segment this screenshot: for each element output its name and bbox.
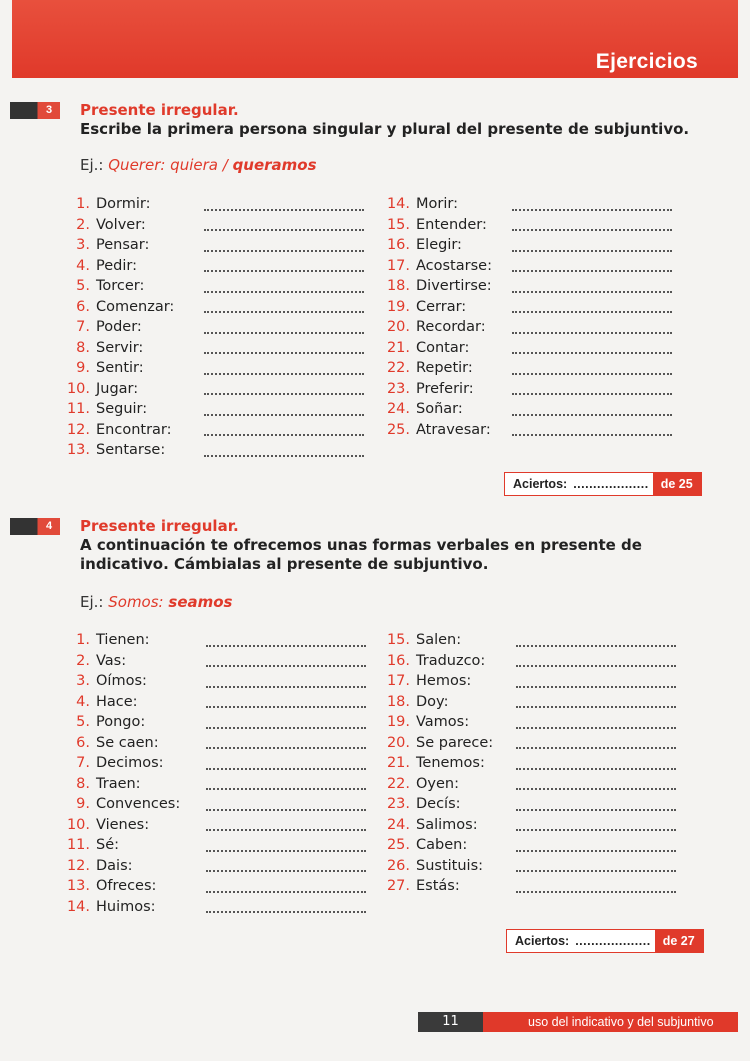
exercise-item (62, 420, 174, 441)
header-bar (12, 0, 738, 78)
item-number: 21. (386, 755, 410, 772)
item-column-right (382, 630, 493, 897)
item-number: 23. (386, 796, 410, 813)
item-verb: Preferir: (416, 380, 474, 397)
item-verb: Volver: (96, 216, 146, 233)
item-verb: Encontrar: (96, 421, 172, 438)
item-verb: Morir: (416, 196, 458, 213)
section-title: Presente irregular. (80, 101, 239, 119)
exercise-item (382, 379, 492, 400)
answer-blank[interactable] (516, 643, 676, 647)
item-number: 9. (76, 360, 90, 377)
example (80, 593, 232, 611)
exercise-item (382, 651, 493, 672)
footer-caption: uso del indicativo y del subjuntivo (528, 1015, 714, 1029)
section-number: 3 (45, 104, 53, 116)
item-verb: Vamos: (416, 714, 470, 731)
score-total: de 25 (653, 473, 701, 495)
item-verb: Tienen: (96, 632, 150, 649)
item-number: 3. (76, 237, 90, 254)
item-verb: Sé: (96, 837, 120, 854)
item-verb: Soñar: (416, 401, 463, 418)
answer-blank[interactable] (512, 350, 672, 354)
answer-blank[interactable] (206, 704, 366, 708)
score-box (504, 472, 702, 496)
example-separator: / (217, 156, 233, 174)
item-number: 20. (386, 734, 410, 751)
exercise-item (62, 897, 180, 918)
item-verb: Repetir: (416, 360, 473, 377)
score-blank[interactable]: ................... (575, 934, 651, 948)
item-number: 13. (66, 442, 90, 459)
item-number: 14. (66, 898, 90, 915)
answer-blank[interactable] (516, 704, 676, 708)
item-verb: Cerrar: (416, 298, 467, 315)
item-verb: Torcer: (96, 278, 145, 295)
answer-blank[interactable] (206, 684, 366, 688)
item-verb: Atravesar: (416, 421, 491, 438)
answer-blank[interactable] (512, 432, 672, 436)
exercise-item (62, 856, 180, 877)
answer-blank[interactable] (204, 432, 364, 436)
item-number: 18. (386, 693, 410, 710)
section-title: Presente irregular. (80, 517, 239, 535)
item-number: 24. (386, 401, 410, 418)
item-verb: Entender: (416, 216, 487, 233)
answer-blank[interactable] (512, 268, 672, 272)
item-number: 7. (76, 319, 90, 336)
item-number: 16. (386, 237, 410, 254)
exercise-item (62, 256, 174, 277)
exercise-item (62, 358, 174, 379)
item-verb: Seguir: (96, 401, 148, 418)
answer-blank[interactable] (512, 289, 672, 293)
answer-blank[interactable] (206, 786, 366, 790)
item-verb: Acostarse: (416, 257, 492, 274)
exercise-item (382, 815, 493, 836)
exercise-item (382, 235, 492, 256)
answer-blank[interactable] (204, 350, 364, 354)
item-column-right (382, 194, 492, 440)
item-verb: Huimos: (96, 898, 156, 915)
exercise-item (62, 440, 174, 461)
answer-blank[interactable] (516, 868, 676, 872)
score-box (506, 929, 704, 953)
exercise-item (382, 671, 493, 692)
item-verb: Vienes: (96, 816, 150, 833)
answer-blank[interactable] (206, 663, 366, 667)
item-verb: Se caen: (96, 734, 159, 751)
item-number: 16. (386, 652, 410, 669)
page-number: 11 (418, 1012, 483, 1032)
item-verb: Decís: (416, 796, 461, 813)
item-verb: Contar: (416, 339, 470, 356)
item-number: 23. (386, 380, 410, 397)
score-total: de 27 (655, 930, 703, 952)
item-number: 5. (76, 714, 90, 731)
item-number: 22. (386, 360, 410, 377)
answer-blank[interactable] (516, 889, 676, 893)
item-verb: Dormir: (96, 196, 151, 213)
item-verb: Poder: (96, 319, 142, 336)
answer-blank[interactable] (204, 453, 364, 457)
item-verb: Tenemos: (416, 755, 485, 772)
item-verb: Servir: (96, 339, 144, 356)
exercise-item (382, 276, 492, 297)
answer-blank[interactable] (512, 207, 672, 211)
item-verb: Oyen: (416, 775, 459, 792)
exercise-item (382, 835, 493, 856)
item-verb: Comenzar: (96, 298, 175, 315)
item-number: 11. (66, 401, 90, 418)
item-number: 1. (76, 632, 90, 649)
answer-blank[interactable] (516, 725, 676, 729)
answer-blank[interactable] (516, 684, 676, 688)
answer-blank[interactable] (516, 745, 676, 749)
answer-blank[interactable] (204, 268, 364, 272)
item-verb: Oímos: (96, 673, 147, 690)
example-answer: seamos (168, 593, 233, 611)
exercise-item (382, 420, 492, 441)
answer-blank[interactable] (204, 207, 364, 211)
section-instruction: Escribe la primera persona singular y plural del presente de subjuntivo. (80, 120, 690, 138)
exercise-item (62, 276, 174, 297)
answer-blank[interactable] (206, 807, 366, 811)
exercise-item (62, 379, 174, 400)
exercise-item (62, 692, 180, 713)
exercise-item (62, 876, 180, 897)
item-number: 14. (386, 196, 410, 213)
exercise-item (382, 774, 493, 795)
section-marker (10, 518, 60, 535)
exercise-item (62, 794, 180, 815)
answer-blank[interactable] (512, 412, 672, 416)
item-number: 18. (386, 278, 410, 295)
example (80, 156, 317, 174)
answer-blank[interactable] (516, 807, 676, 811)
answer-blank[interactable] (512, 371, 672, 375)
item-number: 2. (76, 216, 90, 233)
item-verb: Pedir: (96, 257, 137, 274)
exercise-item (382, 317, 492, 338)
item-verb: Sustituis: (416, 857, 484, 874)
answer-blank[interactable] (206, 827, 366, 831)
item-verb: Decimos: (96, 755, 164, 772)
exercise-item (382, 399, 492, 420)
item-number: 12. (66, 421, 90, 438)
item-verb: Traen: (96, 775, 141, 792)
item-verb: Elegir: (416, 237, 462, 254)
item-number: 19. (386, 714, 410, 731)
score-label: Aciertos: (515, 934, 570, 948)
exercise-item (62, 338, 174, 359)
answer-blank[interactable] (516, 786, 676, 790)
item-column-left (62, 194, 174, 461)
item-number: 4. (76, 257, 90, 274)
item-verb: Vas: (96, 652, 127, 669)
answer-blank[interactable] (204, 371, 364, 375)
item-number: 2. (76, 652, 90, 669)
answer-blank[interactable] (206, 725, 366, 729)
score-blank[interactable]: ................... (573, 477, 649, 491)
exercise-item (382, 297, 492, 318)
answer-blank[interactable] (512, 227, 672, 231)
item-verb: Salen: (416, 632, 462, 649)
answer-blank[interactable] (206, 868, 366, 872)
item-number: 6. (76, 298, 90, 315)
section-marker (10, 102, 60, 119)
answer-blank[interactable] (204, 330, 364, 334)
item-number: 25. (386, 421, 410, 438)
item-number: 10. (66, 380, 90, 397)
exercise-item (62, 297, 174, 318)
item-number: 8. (76, 339, 90, 356)
item-number: 24. (386, 816, 410, 833)
exercise-item (382, 856, 493, 877)
item-verb: Sentarse: (96, 442, 166, 459)
answer-blank[interactable] (206, 643, 366, 647)
item-verb: Pongo: (96, 714, 146, 731)
answer-blank[interactable] (512, 391, 672, 395)
item-number: 1. (76, 196, 90, 213)
item-number: 13. (66, 878, 90, 895)
answer-blank[interactable] (512, 248, 672, 252)
exercise-item (382, 753, 493, 774)
answer-blank[interactable] (516, 663, 676, 667)
item-number: 6. (76, 734, 90, 751)
item-verb: Divertirse: (416, 278, 492, 295)
exercise-item (62, 815, 180, 836)
exercise-item (62, 774, 180, 795)
example-answer: queramos (232, 156, 317, 174)
example-prefix: Ej.: (80, 156, 109, 174)
item-number: 8. (76, 775, 90, 792)
item-number: 4. (76, 693, 90, 710)
item-number: 26. (386, 857, 410, 874)
answer-blank[interactable] (516, 827, 676, 831)
section-number: 4 (45, 520, 53, 532)
answer-blank[interactable] (206, 889, 366, 893)
answer-blank[interactable] (204, 391, 364, 395)
item-number: 17. (386, 257, 410, 274)
item-verb: Sentir: (96, 360, 144, 377)
item-number: 15. (386, 216, 410, 233)
exercise-item (62, 671, 180, 692)
item-verb: Dais: (96, 857, 133, 874)
exercise-item (62, 194, 174, 215)
item-number: 5. (76, 278, 90, 295)
exercise-item (382, 194, 492, 215)
item-verb: Se parece: (416, 734, 494, 751)
section-instruction: A continuación te ofrecemos unas formas verbales en presente de indicativo. Cámbialas al presente de subjuntivo. (80, 536, 642, 573)
exercise-item (382, 256, 492, 277)
exercise-item (382, 338, 492, 359)
exercise-item (62, 651, 180, 672)
item-number: 17. (386, 673, 410, 690)
exercise-item (382, 794, 493, 815)
example-verb: Querer: quiera (108, 156, 218, 174)
item-verb: Caben: (416, 837, 468, 854)
item-verb: Hace: (96, 693, 138, 710)
answer-blank[interactable] (204, 412, 364, 416)
item-number: 3. (76, 673, 90, 690)
answer-blank[interactable] (204, 309, 364, 313)
answer-blank[interactable] (206, 909, 366, 913)
exercise-item (62, 733, 180, 754)
answer-blank[interactable] (204, 248, 364, 252)
answer-blank[interactable] (516, 766, 676, 770)
item-verb: Traduzco: (416, 652, 486, 669)
item-number: 25. (386, 837, 410, 854)
exercise-item (62, 712, 180, 733)
answer-blank[interactable] (512, 309, 672, 313)
answer-blank[interactable] (204, 227, 364, 231)
exercise-item (62, 235, 174, 256)
item-number: 15. (386, 632, 410, 649)
exercise-item (62, 399, 174, 420)
item-number: 27. (386, 878, 410, 895)
exercise-item (62, 835, 180, 856)
exercise-item (382, 712, 493, 733)
score-label: Aciertos: (513, 477, 568, 491)
item-verb: Pensar: (96, 237, 150, 254)
answer-blank[interactable] (204, 289, 364, 293)
exercise-item (382, 733, 493, 754)
answer-blank[interactable] (206, 848, 366, 852)
item-column-left (62, 630, 180, 917)
item-verb: Ofreces: (96, 878, 157, 895)
exercise-item (382, 876, 493, 897)
example-verb: Somos: (108, 593, 164, 611)
item-verb: Hemos: (416, 673, 472, 690)
item-number: 10. (66, 816, 90, 833)
item-number: 11. (66, 837, 90, 854)
item-number: 20. (386, 319, 410, 336)
item-number: 9. (76, 796, 90, 813)
item-number: 7. (76, 755, 90, 772)
item-verb: Estás: (416, 878, 460, 895)
exercise-item (382, 215, 492, 236)
item-number: 12. (66, 857, 90, 874)
item-verb: Jugar: (96, 380, 139, 397)
answer-blank[interactable] (512, 330, 672, 334)
example-prefix: Ej.: (80, 593, 109, 611)
exercise-item (62, 753, 180, 774)
answer-blank[interactable] (516, 848, 676, 852)
item-verb: Salimos: (416, 816, 478, 833)
page-header-title: Ejercicios (595, 50, 698, 73)
item-number: 21. (386, 339, 410, 356)
item-verb: Recordar: (416, 319, 486, 336)
item-verb: Convences: (96, 796, 181, 813)
exercise-item (62, 215, 174, 236)
exercise-item (382, 358, 492, 379)
item-number: 22. (386, 775, 410, 792)
exercise-item (382, 630, 493, 651)
exercise-item (382, 692, 493, 713)
exercise-item (62, 317, 174, 338)
footer-bar (418, 1012, 738, 1032)
answer-blank[interactable] (206, 745, 366, 749)
exercise-item (62, 630, 180, 651)
item-number: 19. (386, 298, 410, 315)
answer-blank[interactable] (206, 766, 366, 770)
item-verb: Doy: (416, 693, 449, 710)
